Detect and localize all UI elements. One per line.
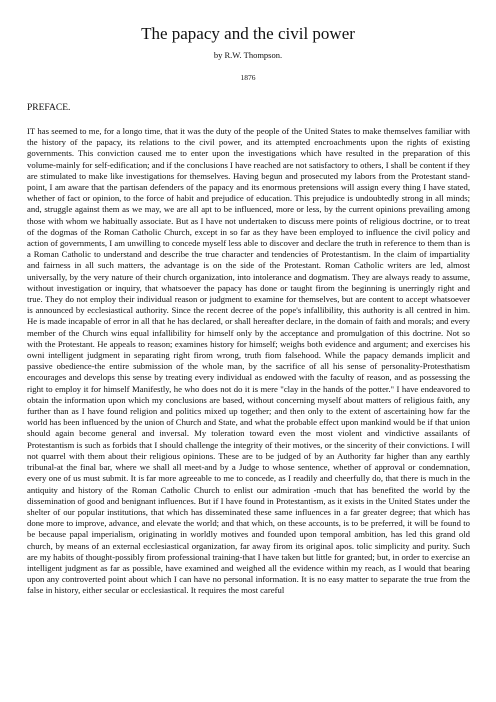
- preface-paragraph: IT has seemed to me, for a longo time, that it was the duty of the people of the United States to make themselves familiar with the history of the papacy, its relations to the civil power, and its attempted encroachments upon the rights of existing governments. This conviction caused me to enter upon the investigations which have resulted in the preparation of this volume-mainly for self-edification; and if the conclusions I have reached are not satisfactory to others, I shall be content if they are stimulated to make like investigations for themselves. Having begun and prosecuted my labors from the Protestant stand-point, I am aware that the partisan defenders of the papacy and its enormous pretensions will assign every thing I have stated, whether of fact or opinion, to the force of habit and prejudice of education. This prejudice is undoubtedly strong in all minds; and, struggle against them as we may, we are all apt to be influenced, more or less, by the current opinions prevailing among those with whom we habitually associate. But as I have not undertaken to discuss mere points of religious doctrine, or to treat of the dogmas of the Roman Catholic Church, except in so far as they have been employed to influence the civil policy and action of governments, I am unwilling to concede myself less able to discover and declare the truth in reference to them than is a Roman Catholic to understand and describe the true character and tendencies of Protestantism. In the claim of impartiality and fairness in all such matters, the advantage is on the side of the Protestant. Roman Catholic writers are led, almost universally, by the very nature of their church organization, into intolerance and dogmatism. They are always ready to assume, without investigation or inquiry, that whatsoever the papacy has done or taught firom the beginning is unerringly right and true. They do not employ their individual reason or judgment to examine for themselves, but are content to accept whatsoever is announced by ecclesiastical authority. Since the recent decree of the pope's infallibility, this authority is all centred in him. He is made incapable of error in all that he has declared, or shall hereafter declare, in the domain of faith and morals; and every member of the Church wins equal infallibility for himself only by the acceptance and promulgation of this doctrine. Not so with the Protestant. He appeals to reason; examines history for himself; weighs both evidence and argument; and exercises his owni intelligent judgment in separating right firom wrong, truth fiom falsehood. While the papacy demands implicit and passive obedience-the entire submission of the whole man, by the sacrifice of all his sense of personality-Protesthatism encourages and develops this sense by treating every individual as endowed with the faculty of reason, and as possessing the right to employ it for himself Manifestly, he who does not do it is mere "clay in the hands of the potter." I have endeavored to obtain the information upon which my conclusions are based, without concerning myself about matters of religious faith, any further than as I have found religion and politics mixed up together; and then only to the extent of ascertaining how far the world has been influenced by the union of Church and State, and what the probable effect upon mankind would be if that union should again become general and inversal. My toleration toward even the most violent and vindictive assailants of Protestantism is such as forbids that I should challenge the integrity of their motives, or the sincerity of their convictions. I will not quarrel with them about their religious opinions. These are to be judged of by an Authority far higher than any earthly tribunal-at the final bar, where we shall all meet-and by a Judge to whose sentence, whether of approval or condemnation, every one of us must submit. It is far more agreeable to me to concede, as I readily and cheerfully do, that there is much in the antiquity and history of the Roman Catholic Church to enlist our admiration -much that has benefited the world by the dissemination of good and benignant influences. But if I have found in Protestantism, as it exists in the United States under the shelter of our popular institutions, that which has disseminated these same influences in a far greater degree; that which has done more to improve, advance, and elevate the world; and that which, on these accounts, is to be preferred, it will be found to be because papal imperialism, originating in worldly motives and founded upon temporal ambition, has led this grand old church, by means of an external ecclesiastical organization, far away firom its original apos. tolic simplicity and purity. Such are my habits of thought-possibly firom professional training-that I have taken but little for granted; but, in order to exercise an intelligent judgment as far as possible, have examined and weighed all the evidence within my reach, as I would that bearing upon any controverted point about which I can have no personal information. It is no easy matter to separate the true from the false in history, either secular or ecclesiastical. It requires the most careful: [27, 126, 470, 596]
- publication-year: 1876: [240, 73, 256, 82]
- author-byline: by R.W. Thompson.: [213, 50, 283, 60]
- document-title: The papacy and the civil power: [141, 24, 355, 43]
- section-heading: PREFACE.: [27, 103, 71, 113]
